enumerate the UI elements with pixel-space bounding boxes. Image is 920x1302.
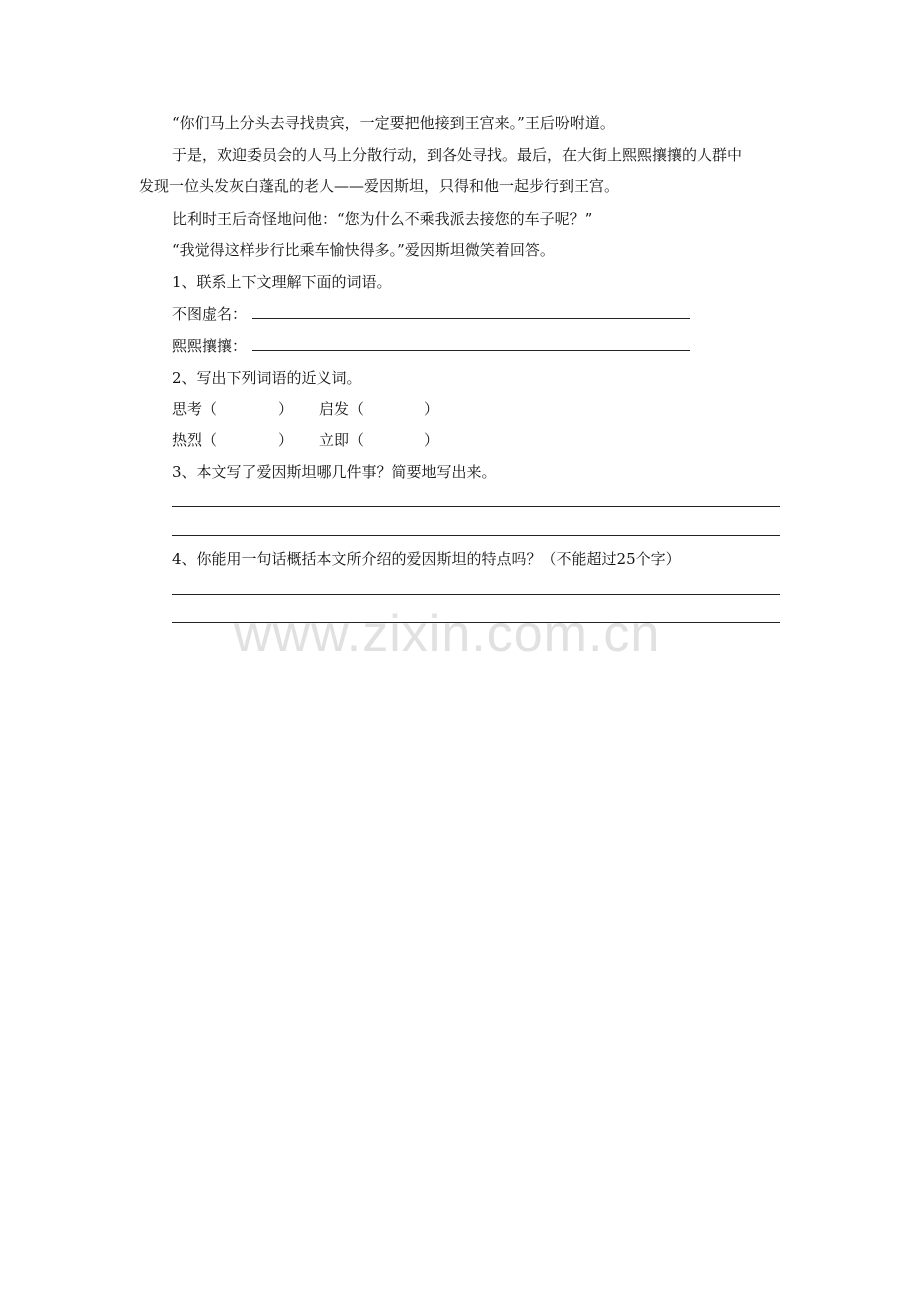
passage-paragraph-2-line-1: 于是，欢迎委员会的人马上分散行动，到各处寻找。最后，在大街上熙熙攘攘的人群中 — [172, 146, 743, 164]
passage-paragraph-4: “我觉得这样步行比乘车愉快得多。”爱因斯坦微笑着回答。 — [172, 241, 555, 259]
passage-paragraph-2-line-2: 发现一位头发灰白蓬乱的老人——爱因斯坦，只得和他一起步行到王宫。 — [139, 177, 620, 195]
question-2-word-1: 思考（ — [172, 400, 218, 418]
question-3-answer-line-1[interactable] — [172, 506, 780, 507]
question-2-word-3: 热烈（ — [172, 431, 218, 449]
question-2-word-2-close-paren: ） — [424, 400, 440, 418]
passage-paragraph-1: “你们马上分头去寻找贵宾，一定要把他接到王宫来。”王后吩咐道。 — [172, 114, 615, 132]
question-2-word-4-close-paren: ） — [424, 431, 440, 449]
question-2-word-1-close-paren: ） — [278, 400, 294, 418]
question-2-word-2: 启发（ — [319, 400, 365, 418]
question-1-item-1-answer-line[interactable] — [252, 318, 690, 319]
watermark: www.zixin.com.cn — [234, 605, 661, 663]
question-1-item-2-answer-line[interactable] — [252, 350, 690, 351]
passage-paragraph-3: 比利时王后奇怪地问他：“您为什么不乘我派去接您的车子呢？” — [172, 210, 593, 228]
question-3-answer-line-2[interactable] — [172, 535, 780, 536]
question-1-item-1-label: 不图虚名： — [172, 305, 248, 323]
question-4-answer-line-1[interactable] — [172, 594, 780, 595]
question-2-word-3-close-paren: ） — [278, 431, 294, 449]
question-2-prompt: 2、写出下列词语的近义词。 — [172, 369, 362, 387]
question-2-word-4: 立即（ — [319, 431, 365, 449]
question-4-prompt: 4、你能用一句话概括本文所介绍的爱因斯坦的特点吗？（不能超过25个字） — [172, 550, 681, 568]
question-1-item-2-label: 熙熙攘攘： — [172, 337, 248, 355]
question-1-prompt: 1、联系上下文理解下面的词语。 — [172, 273, 392, 291]
question-3-prompt: 3、本文写了爱因斯坦哪几件事？简要地写出来。 — [172, 463, 497, 481]
